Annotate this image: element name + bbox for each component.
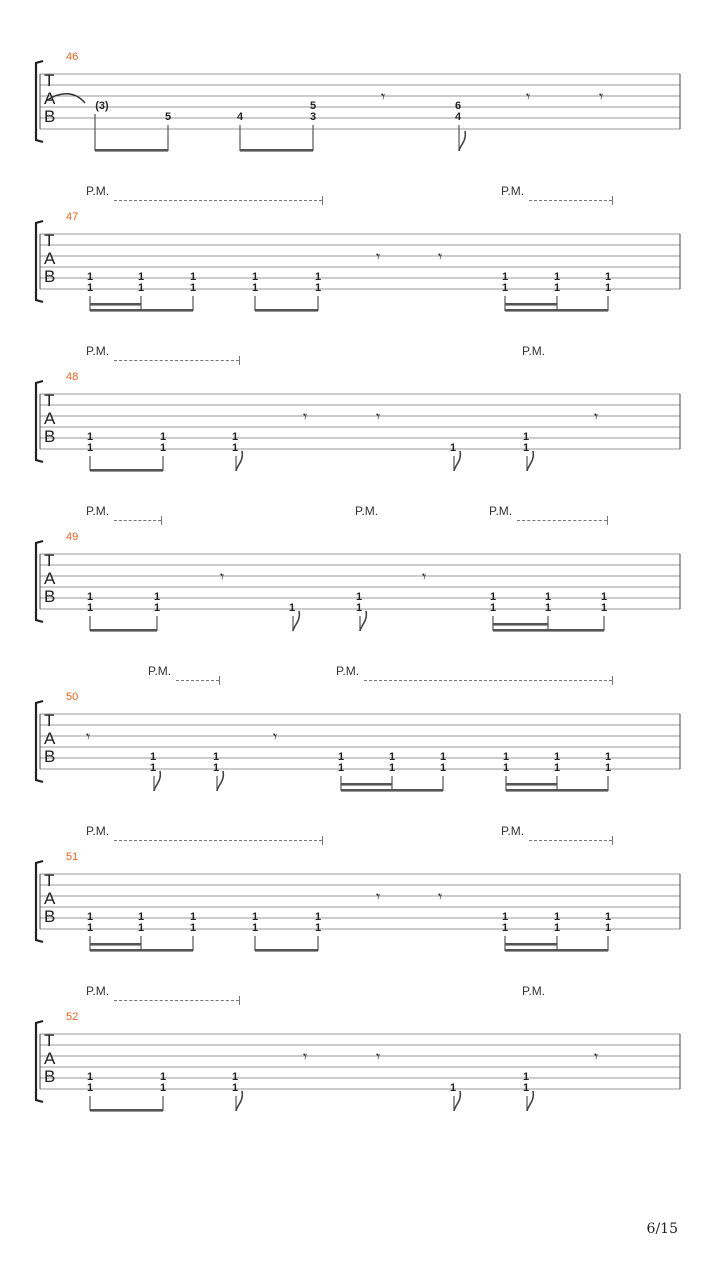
fret-number: 1 xyxy=(439,751,447,763)
fret-number: 1 xyxy=(553,282,561,294)
measure-number: 50 xyxy=(66,691,79,703)
fret-number: 1 xyxy=(604,922,612,934)
fret-number: 1 xyxy=(212,762,220,774)
fret-number: 1 xyxy=(501,922,509,934)
fret-number: 1 xyxy=(86,1082,94,1094)
fret-number: 1 xyxy=(449,1082,457,1094)
fret-number: 1 xyxy=(251,282,259,294)
fret-number: 1 xyxy=(149,762,157,774)
fret-number: 1 xyxy=(231,1071,239,1083)
tab-clef-letter: B xyxy=(44,747,56,766)
tab-clef-letter: T xyxy=(44,391,55,410)
fret-number: 1 xyxy=(502,762,510,774)
tab-clef-letter: B xyxy=(44,427,56,446)
tab-clef-letter: A xyxy=(44,569,56,588)
tab-clef-letter: B xyxy=(44,587,56,606)
fret-number: 1 xyxy=(251,922,259,934)
palm-mute-label: P.M. xyxy=(86,824,110,838)
tab-clef-letter: T xyxy=(44,71,55,90)
palm-mute-label: P.M. xyxy=(86,984,110,998)
fret-number: 1 xyxy=(544,591,552,603)
fret-number: 1 xyxy=(501,282,509,294)
measure-number: 47 xyxy=(66,211,79,223)
tab-clef-letter: T xyxy=(44,711,55,730)
fret-number: 1 xyxy=(501,271,509,283)
fret-number: 1 xyxy=(86,282,94,294)
eighth-rest: 𝄾 xyxy=(376,407,381,426)
measure-number: 52 xyxy=(66,1011,79,1023)
fret-number: 1 xyxy=(231,442,239,454)
eighth-rest: 𝄾 xyxy=(526,87,531,106)
eighth-rest: 𝄾 xyxy=(273,727,278,746)
fret-number: 1 xyxy=(553,751,561,763)
fret-number: 1 xyxy=(449,442,457,454)
fret-number: 1 xyxy=(553,271,561,283)
fret-number: 1 xyxy=(604,271,612,283)
measure-number: 49 xyxy=(66,531,79,543)
fret-number: 1 xyxy=(86,442,94,454)
tab-clef-letter: B xyxy=(44,1067,56,1086)
palm-mute-label: P.M. xyxy=(86,344,110,358)
tab-clef-letter: A xyxy=(44,249,56,268)
fret-number: 1 xyxy=(314,282,322,294)
fret-number: 1 xyxy=(314,271,322,283)
eighth-rest: 𝄾 xyxy=(438,247,443,266)
fret-number: 1 xyxy=(522,442,530,454)
fret-number: 1 xyxy=(212,751,220,763)
fret-number: 3 xyxy=(309,111,317,123)
eighth-rest: 𝄾 xyxy=(594,1047,599,1066)
palm-mute-label: P.M. xyxy=(86,184,110,198)
fret-number: 1 xyxy=(604,751,612,763)
fret-number: 4 xyxy=(454,111,462,123)
fret-number: 1 xyxy=(189,911,197,923)
palm-mute-label: P.M. xyxy=(148,664,172,678)
fret-number: 1 xyxy=(600,602,608,614)
eighth-rest: 𝄾 xyxy=(376,247,381,266)
tab-clef-letter: B xyxy=(44,107,56,126)
measure-number: 46 xyxy=(66,51,79,63)
fret-number: 1 xyxy=(604,282,612,294)
fret-number: 1 xyxy=(153,591,161,603)
fret-number: 1 xyxy=(600,591,608,603)
fret-number: 4 xyxy=(236,111,244,123)
fret-number: 1 xyxy=(159,431,167,443)
fret-number: 1 xyxy=(439,762,447,774)
tab-clef-letter: A xyxy=(44,729,56,748)
eighth-rest: 𝄾 xyxy=(381,87,386,106)
palm-mute-label: P.M. xyxy=(522,344,546,358)
fret-number: 1 xyxy=(86,922,94,934)
tab-clef-letter: T xyxy=(44,1031,55,1050)
fret-number: 5 xyxy=(164,111,172,123)
fret-number: 1 xyxy=(86,602,94,614)
note-flag xyxy=(236,1091,242,1111)
palm-mute-label: P.M. xyxy=(336,664,360,678)
fret-number: 1 xyxy=(137,282,145,294)
fret-number: 1 xyxy=(189,282,197,294)
fret-number: 1 xyxy=(522,1071,530,1083)
fret-number: 1 xyxy=(86,591,94,603)
note-flag xyxy=(454,1091,460,1111)
tab-clef-letter: T xyxy=(44,871,55,890)
fret-number: 1 xyxy=(159,1082,167,1094)
fret-number: 1 xyxy=(86,431,94,443)
note-flag xyxy=(527,1091,533,1111)
fret-number: 1 xyxy=(501,911,509,923)
tab-clef-letter: A xyxy=(44,1049,56,1068)
fret-number: 1 xyxy=(355,591,363,603)
page-number: 6/15 xyxy=(646,1221,678,1237)
palm-mute-label: P.M. xyxy=(489,504,513,518)
eighth-rest: 𝄾 xyxy=(376,1047,381,1066)
eighth-rest: 𝄾 xyxy=(376,887,381,906)
fret-number: 1 xyxy=(137,911,145,923)
fret-number: 1 xyxy=(388,762,396,774)
fret-number: 1 xyxy=(86,1071,94,1083)
eighth-rest: 𝄾 xyxy=(599,87,604,106)
palm-mute-label: P.M. xyxy=(501,824,525,838)
eighth-rest: 𝄾 xyxy=(422,567,427,586)
fret-number: 5 xyxy=(309,100,317,112)
fret-number: 1 xyxy=(86,911,94,923)
fret-number: 1 xyxy=(86,271,94,283)
fret-number: 1 xyxy=(553,922,561,934)
tab-clef-letter: T xyxy=(44,551,55,570)
fret-number: 1 xyxy=(137,922,145,934)
tab-clef-letter: T xyxy=(44,231,55,250)
fret-number: 1 xyxy=(288,602,296,614)
tab-clef-letter: A xyxy=(44,409,56,428)
fret-number: 1 xyxy=(355,602,363,614)
palm-mute-label: P.M. xyxy=(355,504,379,518)
eighth-rest: 𝄾 xyxy=(303,407,308,426)
eighth-rest: 𝄾 xyxy=(303,1047,308,1066)
fret-number: 1 xyxy=(489,591,497,603)
fret-number: 1 xyxy=(159,1071,167,1083)
fret-number: 1 xyxy=(604,762,612,774)
fret-number: (3) xyxy=(95,100,109,112)
tab-clef-letter: A xyxy=(44,889,56,908)
palm-mute-line xyxy=(114,1000,239,1001)
palm-mute-label: P.M. xyxy=(522,984,546,998)
fret-number: 1 xyxy=(502,751,510,763)
fret-number: 1 xyxy=(522,1082,530,1094)
fret-number: 1 xyxy=(544,602,552,614)
fret-number: 1 xyxy=(251,271,259,283)
palm-mute-label: P.M. xyxy=(86,504,110,518)
beam xyxy=(90,1109,163,1112)
fret-number: 1 xyxy=(553,911,561,923)
fret-number: 1 xyxy=(388,751,396,763)
measure-number: 48 xyxy=(66,371,79,383)
fret-number: 1 xyxy=(189,922,197,934)
eighth-rest: 𝄾 xyxy=(220,567,225,586)
fret-number: 1 xyxy=(553,762,561,774)
eighth-rest: 𝄾 xyxy=(594,407,599,426)
fret-number: 1 xyxy=(159,442,167,454)
fret-number: 1 xyxy=(231,1082,239,1094)
fret-number: 6 xyxy=(454,100,462,112)
fret-number: 1 xyxy=(231,431,239,443)
tab-clef-letter: B xyxy=(44,267,56,286)
fret-number: 1 xyxy=(137,271,145,283)
fret-number: 1 xyxy=(153,602,161,614)
tab-clef-letter: A xyxy=(44,89,56,108)
palm-mute-label: P.M. xyxy=(501,184,525,198)
fret-number: 1 xyxy=(489,602,497,614)
tab-clef-letter: B xyxy=(44,907,56,926)
fret-number: 1 xyxy=(337,751,345,763)
measure-number: 51 xyxy=(66,851,79,863)
fret-number: 1 xyxy=(314,911,322,923)
fret-number: 1 xyxy=(189,271,197,283)
eighth-rest: 𝄾 xyxy=(86,727,91,746)
fret-number: 1 xyxy=(337,762,345,774)
eighth-rest: 𝄾 xyxy=(438,887,443,906)
fret-number: 1 xyxy=(149,751,157,763)
fret-number: 1 xyxy=(522,431,530,443)
fret-number: 1 xyxy=(314,922,322,934)
fret-number: 1 xyxy=(604,911,612,923)
palm-mute-end xyxy=(239,996,240,1005)
fret-number: 1 xyxy=(251,911,259,923)
